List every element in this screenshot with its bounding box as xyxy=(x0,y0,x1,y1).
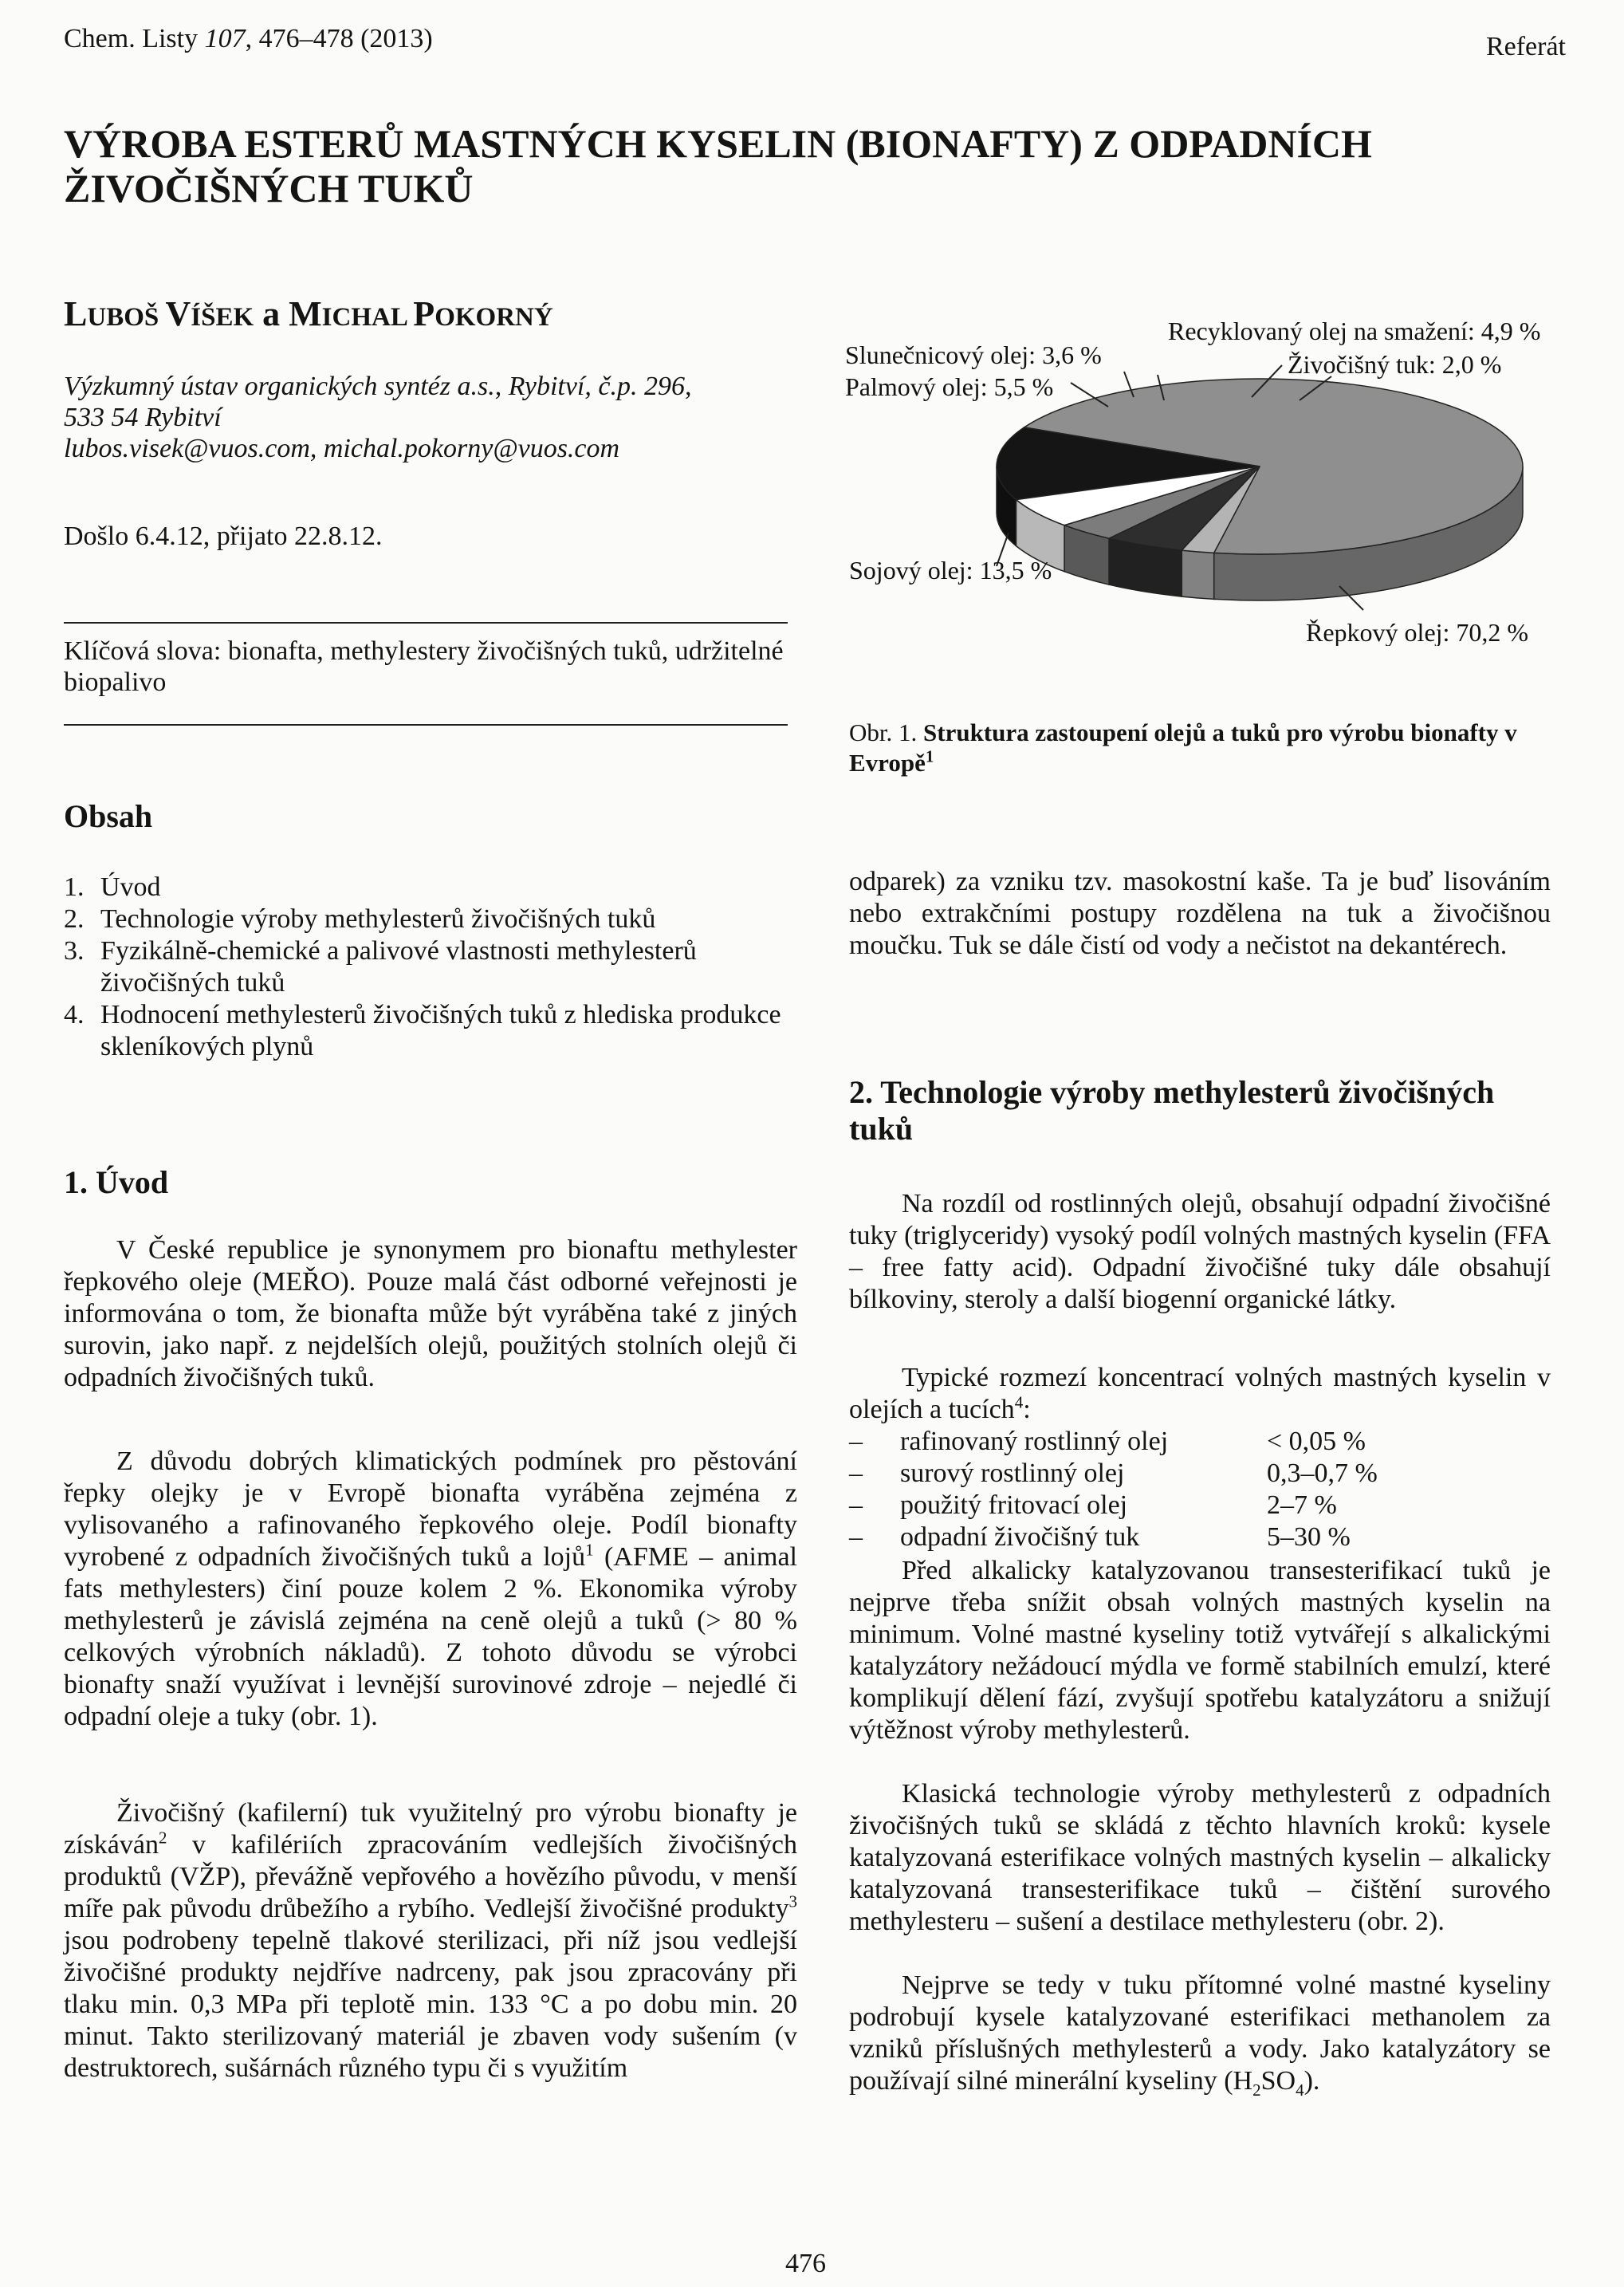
paragraph: Z důvodu dobrých klimatických podmínek pro pěstování řepky olejky je v Evropě bionafta vyráběna zejména z vylisovaného a rafinovaného řepkového oleje. Podíl bionafty vyrobené z odpadních živočišných tuků a lojů$^1$ (AFME – animal fats methylesters) činí pouze kolem 2 %. Ekonomika výroby methylesterů je závislá zejména na ceně olejů a tuků (> 80 % celkových výrobních nákladů). Z tohoto důvodu se výrobci bionafty snaží využívat i levnější surovinové zdroje – nejedlé či odpadní oleje a tuky (obr. 1). xyxy=(64,1447,797,1731)
article-type: Referát xyxy=(1485,32,1566,61)
chart-label-zivocisny-tuk: Živočišný tuk: 2,0 % xyxy=(1288,350,1502,379)
keywords: Klíčová slova: bionafta, methylestery živočišných tuků, udržitelné biopalivo xyxy=(64,636,784,697)
paragraph: V České republice je synonymem pro bionaftu methylester řepkového oleje (MEŘO). Pouze malá část odborné veřejnosti je informována o tom, že bionafta může být vyráběna také z jiných surovin, jako např. z nejdelších olejů, použitých stolních olejů či odpadních živočišných tuků. xyxy=(64,1235,797,1392)
ffa-concentration-list xyxy=(849,1426,1551,1553)
section-heading-uvod: 1. Úvod xyxy=(64,1164,169,1200)
section-heading-technologie: 2. Technologie výroby methylesterů živočišných tuků xyxy=(849,1074,1495,1147)
chart-label-slunecnicovy: Slunečnicový olej: 3,6 % xyxy=(845,340,1102,369)
author-emails: lubos.visek@vuos.com, michal.pokorny@vuos.com xyxy=(64,434,620,463)
list-item: – použitý fritovací olej 2–7 % xyxy=(849,1490,1337,1520)
table-of-contents xyxy=(64,872,797,1063)
journal-volume: 107 xyxy=(204,24,246,53)
paragraph: Typické rozmezí koncentrací volných mastných kyselin v olejích a tucích$^4$: xyxy=(849,1363,1551,1424)
chart-label-palmovy: Palmový olej: 5,5 % xyxy=(845,372,1054,401)
paragraph: Na rozdíl od rostlinných olejů, obsahují odpadní živočišné tuky (triglyceridy) vysoký podíl volných mastných kyselin (FFA – free fatty acid). Odpadní živočišné tuky dále obsahují bílkoviny, steroly a další biogenní organické látky. xyxy=(849,1189,1551,1314)
list-item: – rafinovaný rostlinný olej < 0,05 % xyxy=(849,1427,1366,1456)
paragraph: odparek) za vzniku tzv. masokostní kaše. Ta je buď lisováním nebo extrakčními postupy rozdělena na tuk a živočišnou moučku. Tuk se dále čistí od vody a nečistot na dekantérech. xyxy=(849,867,1551,960)
paragraph: Před alkalicky katalyzovanou transesterifikací tuků je nejprve třeba snížit obsah volných mastných kyselin na minimum. Volné mastné kyseliny totiž vytvářejí s alkalickými katalyzátory nežádoucí mýdla ve formě stabilních emulzí, které komplikují dělení fází, zvyšují spotřebu katalyzátoru a snižují výtěžnost výroby methylesterů. xyxy=(849,1556,1551,1745)
paragraph: Klasická technologie výroby methylesterů z odpadních živočišných tuků se skládá z těchto hlavních kroků: kysele katalyzovaná esterifikace volných mastných kyselin – alkalicky katalyzovaná transesterifikace tuků – čištění surového methylesteru – sušení a destilace methylesteru (obr. 2). xyxy=(849,1779,1551,1936)
received-dates: Došlo 6.4.12, přijato 22.8.12. xyxy=(64,522,383,551)
paragraph: Živočišný (kafilerní) tuk využitelný pro výrobu bionafty je získáván$^2$ v kafilériích zpracováním vedlejších živočišných produktů (VŽP), převážně vepřového a hovězího původu, v menší míře pak původu drůbežího a rybího. Vedlejší živočišné produkty$^3$ jsou podrobeny tepelně tlakové sterilizaci, při níž jsou vedlejší živočišné produkty nejdříve nadrceny, pak jsou zpracovány při tlaku min. 0,3 MPa při teplotě min. 133 °C a po dobu min. 20 minut. Takto sterilizovaný materiál je zbaven vody sušením (v destruktorech, sušárnách různého typu či s využitím xyxy=(64,1798,797,2083)
pie-chart xyxy=(845,311,1587,646)
running-header-left xyxy=(64,24,433,54)
affiliation: Výzkumný ústav organických syntéz a.s., Rybitví, č.p. 296, 533 54 Rybitví lubos.visek@vuos.com, michal.pokorny@vuos.com xyxy=(64,371,813,464)
toc-item: 4. Hodnocení methylesterů živočišných tuků z hlediska produkce skleníkových plynů xyxy=(64,1000,781,1061)
divider xyxy=(64,622,788,624)
authors: LUBOŠ VÍŠEK a MICHAL POKORNÝ xyxy=(64,294,553,333)
chart-label-sojovy: Sojový olej: 13,5 % xyxy=(849,556,1052,585)
journal-pages: , 476–478 (2013) xyxy=(245,24,433,53)
pie-slices xyxy=(997,379,1523,600)
figure-caption: Obr. 1. Struktura zastoupení olejů a tuků pro výrobu bionafty v Evropě$^1$ xyxy=(849,718,1517,777)
paragraph: Nejprve se tedy v tuku přítomné volné mastné kyseliny podrobují kysele katalyzované esterifikaci methanolem za vzniků příslušných methylesterů a vody. Jako katalyzátory se používají silné minerální kyseliny $(H_2SO_4)$. xyxy=(849,1970,1551,2100)
article-title: VÝROBA ESTERŮ MASTNÝCH KYSELIN (BIONAFTY) Z ODPADNÍCH ŽIVOČIŠNÝCH TUKŮ xyxy=(64,121,1372,211)
list-item: – surový rostlinný olej 0,3–0,7 % xyxy=(849,1458,1378,1488)
toc-item: 2. Technologie výroby methylesterů živočišných tuků xyxy=(64,904,656,934)
toc-item: 1. Úvod xyxy=(64,872,161,902)
page-number: 476 xyxy=(785,2249,826,2278)
list-item: – odpadní živočišný tuk 5–30 % xyxy=(849,1522,1351,1552)
toc-item: 3. Fyzikálně-chemické a palivové vlastnosti methylesterů živočišných tuků xyxy=(64,936,697,998)
journal-name: Chem. Listy xyxy=(64,24,199,53)
toc-heading: Obsah xyxy=(64,798,153,834)
divider xyxy=(64,724,788,726)
pie-slice-side xyxy=(1182,550,1213,599)
chart-label-repkovy: Řepkový olej: 70,2 % xyxy=(1306,618,1529,646)
chart-label-recyklovany: Recyklovaný olej na smažení: 4,9 % xyxy=(1168,317,1541,345)
